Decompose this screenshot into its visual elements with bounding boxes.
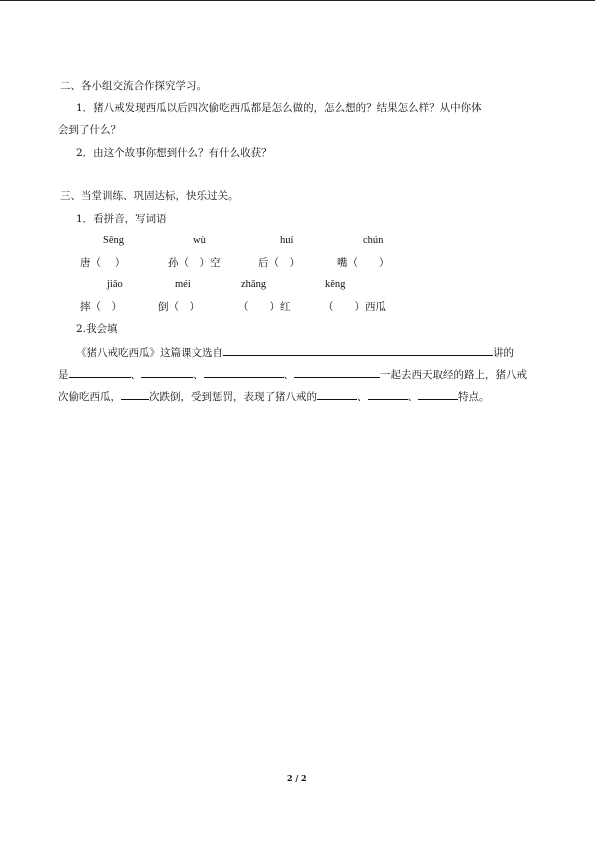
fill-line-2 <box>58 366 527 382</box>
page-number: 2 / 2 <box>287 773 307 783</box>
blank-fall-count[interactable] <box>121 388 149 400</box>
pinyin-hui: huí <box>280 235 294 246</box>
question-1-line-1: 1．猪八戒发现西瓜以后四次偷吃西瓜都是怎么做的，怎么想的？结果怎么样？从中你体 <box>76 102 482 114</box>
pinyin-jiao: jiāo <box>107 279 123 290</box>
separator: 、 <box>193 369 204 381</box>
pinyin-seng: Sēng <box>103 235 124 246</box>
section-2-heading: 二、各小组交流合作探究学习。 <box>60 80 207 92</box>
pinyin-wu: wù <box>193 235 206 246</box>
word-box-zui: 嘴（ ） <box>337 257 390 269</box>
fill-text-fall-times: 次跌倒，受到惩罚，表现了猪八戒的 <box>149 391 317 403</box>
word-box-hong: （ ）红 <box>238 301 291 313</box>
blank-trait-1[interactable] <box>317 388 357 400</box>
separator: 、 <box>283 369 294 381</box>
fill-text-traits: 特点。 <box>458 391 490 403</box>
pinyin-zhang: zhāng <box>241 279 267 290</box>
fill-text-is: 是 <box>58 369 69 381</box>
fill-text-steal-times: 次偷吃西瓜， <box>58 391 121 403</box>
fill-text-source-prefix: 《猪八戒吃西瓜》这篇课文选自 <box>76 347 223 359</box>
blank-character-4[interactable] <box>294 366 380 378</box>
question-2: 2．由这个故事你想到什么？有什么收获？ <box>76 147 272 159</box>
separator: 、 <box>357 391 368 403</box>
fill-text-says: 讲的 <box>493 347 514 359</box>
subtask-2-title: 2.我会填 <box>76 323 118 335</box>
blank-character-3[interactable] <box>204 366 284 378</box>
fill-text-journey: 一起去西天取经的路上，猪八戒 <box>380 369 527 381</box>
separator: 、 <box>130 369 141 381</box>
blank-trait-2[interactable] <box>368 388 408 400</box>
blank-character-2[interactable] <box>141 366 193 378</box>
word-box-sun-kong: 孙（ ）空 <box>168 257 221 269</box>
pinyin-chun: chún <box>363 235 384 246</box>
word-box-shuai: 摔（ ） <box>80 301 122 313</box>
word-box-tang: 唐（ ） <box>80 257 126 269</box>
word-box-hou: 后（ ） <box>258 257 300 269</box>
subtask-1-title: 1．看拼音，写词语 <box>76 213 167 225</box>
fill-line-1 <box>76 344 514 360</box>
word-box-dao: 倒（ ） <box>158 301 200 313</box>
word-box-xigua: （ ）西瓜 <box>323 301 386 313</box>
blank-source[interactable] <box>223 344 493 356</box>
question-1-line-2: 会到了什么？ <box>58 124 121 136</box>
section-3-heading: 三、当堂训练、巩固达标，快乐过关。 <box>60 190 239 202</box>
header-rule <box>0 0 595 1</box>
separator: 、 <box>407 391 418 403</box>
pinyin-keng: kēng <box>325 279 346 290</box>
blank-trait-3[interactable] <box>418 388 458 400</box>
fill-line-3 <box>58 388 490 404</box>
pinyin-mei: méi <box>175 279 191 290</box>
blank-character-1[interactable] <box>69 366 131 378</box>
